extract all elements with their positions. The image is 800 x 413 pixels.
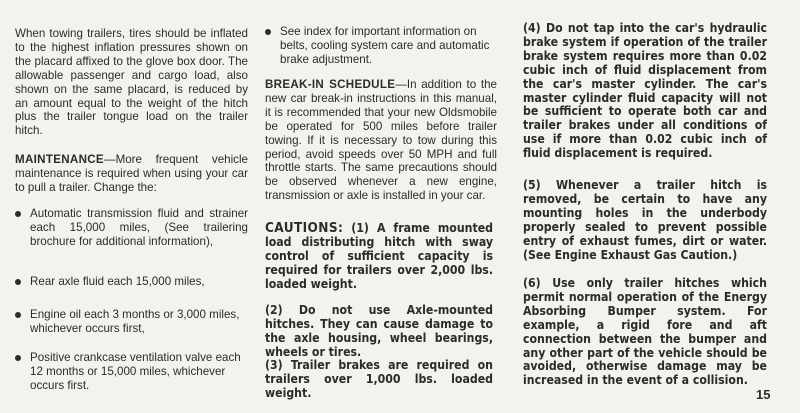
bullet-transmission-fluid: Automatic transmission fluid and strainer each 15,000 miles, (See trailering brochure for additional information), — [30, 207, 248, 248]
caution-1-text: (1) A frame mounted load distributing hitch with sway control of sufficient capacity is required for trailers over 2,000 lbs. loaded weight. — [265, 221, 493, 291]
bullet-icon — [15, 355, 21, 361]
caution-1-paragraph — [265, 222, 493, 292]
caution-4-paragraph: (4) Do not tap into the car's hydraulic brake system if operation of the trailer brake system requires more than 0.02 cubic inch of fluid displacement from the car's master cylinder. The car's master cylinder fluid capacity will not be sufficient to operate both car and trailer brakes under all conditions of use if more than 0.02 cubic inch of fluid displacement is required. — [523, 21, 767, 161]
break-in-heading: BREAK-IN SCHEDULE — [265, 78, 396, 91]
caution-2-paragraph: (2) Do not use Axle-mounted hitches. They can cause damage to the axle housing, wheel bearings, wheels or tires. — [265, 303, 493, 359]
list-item — [15, 275, 248, 289]
caution-3-paragraph: (3) Trailer brakes are required on trailers over 1,000 lbs. loaded weight. — [265, 358, 493, 400]
bullet-icon — [265, 29, 271, 35]
tire-inflation-paragraph: When towing trailers, tires should be inflated to the highest inflation pressures shown on the placard affixed to the glove box door. The allowable passenger and cargo load, also shown on the same placard, is reduced by an amount equal to the weight of the hitch plus the trailer tongue load on the trailer hitch. — [15, 27, 248, 138]
bullet-engine-oil: Engine oil each 3 months or 3,000 miles, whichever occurs first, — [30, 308, 240, 335]
caution-5-paragraph: (5) Whenever a trailer hitch is removed, be certain to have any mounting holes in the underbody properly sealed to prevent possible entry of exhaust fumes, dirt or water. (See Engine Exhaust Gas Caution.) — [523, 178, 767, 262]
bullet-icon — [15, 312, 21, 318]
maintenance-heading: MAINTENANCE — [15, 153, 104, 166]
bullet-rear-axle-fluid: Rear axle fluid each 15,000 miles, — [30, 275, 205, 288]
bullet-icon — [15, 279, 21, 285]
list-item — [15, 308, 248, 336]
list-item — [15, 207, 248, 249]
index-bullet: See index for important information on belts, cooling system care and automatic brake adjustment. — [280, 25, 490, 66]
maintenance-text: —More frequent vehicle maintenance is required when using your car to pull a trailer. Change the: — [15, 153, 248, 194]
list-item — [265, 25, 497, 67]
bullet-pcv-valve: Positive crankcase ventilation valve each 12 months or 15,000 miles, whichever occurs first. — [30, 351, 241, 392]
page-number: 15 — [756, 387, 771, 402]
maintenance-paragraph — [15, 153, 248, 195]
bullet-icon — [15, 211, 21, 217]
list-item — [15, 351, 248, 393]
cautions-heading: CAUTIONS: — [265, 220, 344, 236]
break-in-paragraph — [265, 78, 497, 203]
break-in-text: —In addition to the new car break-in instructions in this manual, it is recommended that your new Oldsmobile be operated for 500 miles before trailer towing. If it is necessary to tow during this period, avoid speeds over 50 MPH and full throttle starts. The same precautions should be observed whenever a new engine, transmission or axle is installed in your car. — [265, 78, 497, 203]
caution-6-paragraph: (6) Use only trailer hitches which permit normal operation of the Energy Absorbing Bumper system. For example, a rigid fore and aft connection between the bumper and any other part of the vehicle should be avoided, otherwise damage may be increased in the event of a collision. — [523, 276, 767, 388]
